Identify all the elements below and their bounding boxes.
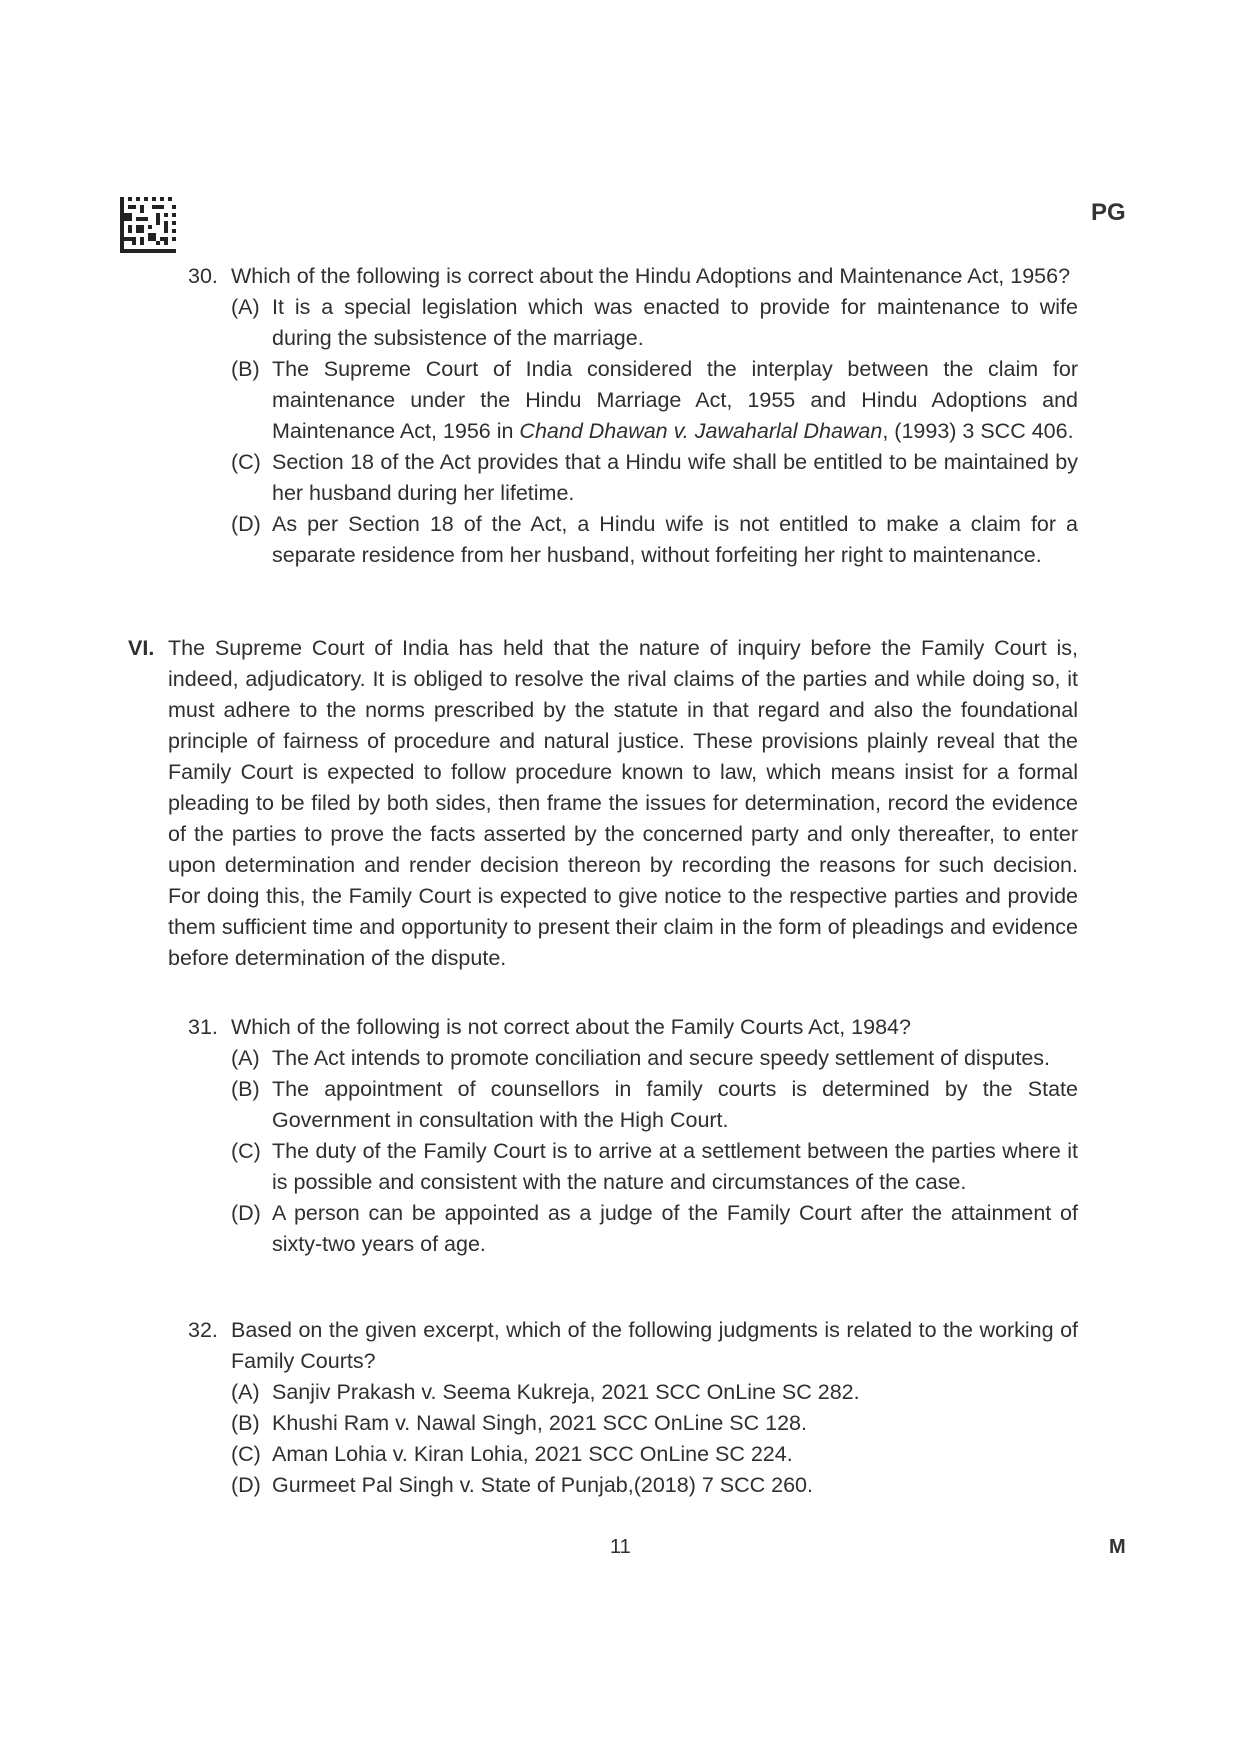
option-label: (A) (231, 1046, 260, 1070)
option-label: (A) (231, 1380, 260, 1404)
option-b (231, 1074, 1078, 1136)
option-label: (D) (231, 1201, 261, 1225)
series-code: M (1109, 1536, 1126, 1558)
option-a (231, 1043, 1078, 1074)
option-c (231, 1136, 1078, 1198)
passage-vi (128, 633, 1078, 974)
option-label: (B) (231, 1077, 260, 1101)
page-number: 11 (610, 1536, 631, 1558)
option-a (231, 1377, 1078, 1408)
option-text: Section 18 of the Act provides that a Hindu wife shall be entitled to be maintained by her husband during her lifetime. (272, 450, 1078, 505)
question-32 (188, 1315, 1078, 1501)
question-31 (188, 1012, 1078, 1260)
option-label: (B) (231, 1411, 260, 1435)
question-text: Which of the following is correct about the Hindu Adoptions and Maintenance Act, 1956? (231, 264, 1071, 288)
question-number: 32. (188, 1318, 218, 1342)
option-b (231, 1408, 1078, 1439)
option-c (231, 447, 1078, 509)
option-text: The appointment of counsellors in family courts is determined by the State Government in consultation with the High Court. (272, 1077, 1078, 1132)
option-label: (C) (231, 1139, 261, 1163)
option-text: It is a special legislation which was enacted to provide for maintenance to wife during the subsistence of the marriage. (272, 295, 1078, 350)
option-d (231, 509, 1078, 571)
case-name: Chand Dhawan v. Jawaharlal Dhawan (519, 419, 883, 443)
option-text-part: , (1993) 3 SCC 406. (882, 419, 1074, 443)
paper-code: PG (1091, 199, 1126, 226)
question-number: 31. (188, 1015, 218, 1039)
passage-text: The Supreme Court of India has held that the nature of inquiry before the Family Court is, indeed, adjudicatory. It is obliged to resolve the rival claims of the parties and while doing so, it must adhere to the norms prescribed by the statute in that regard and also the foundational principle of fairness of procedure and natural justice. These provisions plainly reveal that the Family Court is expected to follow procedure known to law, which means insist for a formal pleading to be filed by both sides, then frame the issues for determination, record the evidence of the parties to prove the facts asserted by the concerned party and only thereafter, to enter upon determination and render decision thereon by recording the reasons for such decision. For doing this, the Family Court is expected to give notice to the respective parties and provide them sufficient time and opportunity to present their claim in the form of pleadings and evidence before determination of the dispute. (168, 636, 1078, 970)
option-text: Gurmeet Pal Singh v. State of Punjab,(2018) 7 SCC 260. (272, 1473, 813, 1497)
question-text: Which of the following is not correct about the Family Courts Act, 1984? (231, 1015, 911, 1039)
option-label: (B) (231, 357, 260, 381)
option-text: Khushi Ram v. Nawal Singh, 2021 SCC OnLine SC 128. (272, 1411, 807, 1435)
option-text (272, 354, 1078, 447)
qr-code-icon (120, 197, 176, 253)
question-30 (188, 261, 1078, 571)
option-text: Aman Lohia v. Kiran Lohia, 2021 SCC OnLine SC 224. (272, 1442, 793, 1466)
option-d (231, 1198, 1078, 1260)
option-text: As per Section 18 of the Act, a Hindu wife is not entitled to make a claim for a separate residence from her husband, without forfeiting her right to maintenance. (272, 512, 1078, 567)
option-label: (C) (231, 450, 261, 474)
question-text: Based on the given excerpt, which of the following judgments is related to the working of Family Courts? (231, 1318, 1078, 1373)
option-label: (C) (231, 1442, 261, 1466)
option-c (231, 1439, 1078, 1470)
option-b (231, 354, 1078, 447)
option-d (231, 1470, 1078, 1501)
option-a (231, 292, 1078, 354)
option-text: Sanjiv Prakash v. Seema Kukreja, 2021 SCC OnLine SC 282. (272, 1380, 860, 1404)
option-label: (D) (231, 512, 261, 536)
option-label: (A) (231, 295, 260, 319)
option-text: The Act intends to promote conciliation and secure speedy settlement of disputes. (272, 1046, 1051, 1070)
option-text: The duty of the Family Court is to arrive at a settlement between the parties where it is possible and consistent with the nature and circumstances of the case. (272, 1139, 1078, 1194)
option-label: (D) (231, 1473, 261, 1497)
option-text: A person can be appointed as a judge of the Family Court after the attainment of sixty-two years of age. (272, 1201, 1078, 1256)
passage-label: VI. (128, 636, 155, 660)
question-number: 30. (188, 264, 218, 288)
option-text-part: The Supreme Court of India considered the interplay between the claim for maintenance under the Hindu Marriage Act, 1955 and Hindu Adoptions and Maintenance Act, 1956 in (272, 357, 1078, 443)
